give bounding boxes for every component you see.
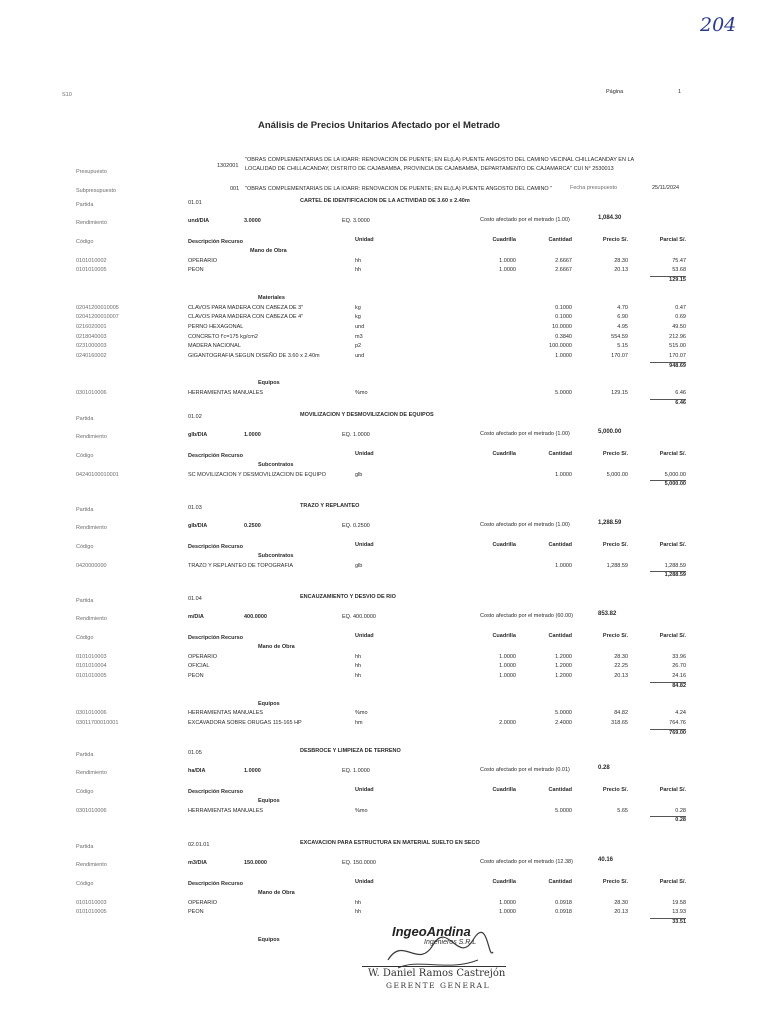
col-codigo: Código [76,544,94,550]
resource-parcial: 0.69 [675,314,686,321]
budget-date: 25/11/2024 [652,185,680,191]
group-title: Mano de Obra [258,644,295,650]
resource-cantidad: 5.0000 [555,390,572,397]
resource-description: MADERA NACIONAL [188,343,241,350]
resource-code: 0101010005 [76,909,107,916]
partida-label: Partida [76,598,94,604]
col-cantidad: Cantidad [548,237,572,243]
col-unidad: Unidad [355,237,374,243]
partida-code: 01.01 [188,200,202,206]
rendimiento-value: 400.0000 [244,614,267,620]
budget-line2: LOCALIDAD DE CHILLACANDAY, DISTRITO DE CAJABAMBA, PROVINCIA DE CAJABAMBA, DEPARTAMENTO DE CAJAMARCA" CUI N° 2530013 [245,166,614,172]
resource-cuadrilla: 1.0000 [499,267,516,274]
rendimiento-label: Rendimiento [76,434,107,440]
resource-parcial: 53.68 [672,267,686,274]
cost-label: Costo afectado por el metrado (0.01) [480,767,570,773]
resource-unit: hh [355,653,362,660]
resource-description: CLAVOS PARA MADERA CON CABEZA DE 3" [188,304,304,311]
resource-description: OPERARIO [188,653,218,660]
handwritten-page-number: 204 [700,14,737,36]
resource-cantidad: 2.4000 [555,719,572,726]
resource-parcial: 26.70 [672,663,686,670]
rendimiento-unit: und/DIA [188,218,210,224]
left-mark: S10 [62,92,72,98]
resource-unit: und [355,323,365,330]
group-title: Subcontratos [258,462,294,468]
resource-unit: hh [355,267,362,274]
company-logo-sub: Ingenieros S.R.L [424,939,477,946]
resource-cantidad: 1.2000 [555,653,572,660]
rendimiento-value: 1.0000 [244,432,261,438]
budget-code: 1302001 [217,163,239,169]
resource-cuadrilla: 1.0000 [499,673,516,680]
resource-parcial: 212.96 [669,333,686,340]
resource-precio: 129.15 [611,390,628,397]
col-parcial: Parcial S/. [659,879,686,885]
partida-label: Partida [76,507,94,513]
resource-unit: hh [355,257,362,264]
partida-name: TRAZO Y REPLANTEO [300,503,360,509]
resource-code: 02041200010005 [76,304,119,311]
resource-parcial: 24.16 [672,673,686,680]
col-parcial: Parcial S/. [659,451,686,457]
col-descripcion: Descripción Recurso [188,881,244,887]
resource-cuadrilla: 2.0000 [499,719,516,726]
resource-cuadrilla: 1.0000 [499,257,516,264]
resource-cantidad: 0.1000 [555,314,572,321]
rendimiento-value: 1.0000 [244,768,261,774]
resource-cuadrilla: 1.0000 [499,909,516,916]
col-descripcion: Descripción Recurso [188,789,244,795]
resource-cantidad: 5.0000 [555,807,572,814]
col-parcial: Parcial S/. [659,542,686,548]
signature-line [362,966,506,967]
signer-name: W. Daniel Ramos Castrejón [368,968,506,979]
partida-code: 01.05 [188,750,202,756]
col-unidad: Unidad [355,787,374,793]
unit-cost: 40.16 [598,857,614,863]
col-cuadrilla: Cuadrilla [492,542,516,548]
rendimiento-label: Rendimiento [76,770,107,776]
col-cantidad: Cantidad [548,879,572,885]
partida-name: ENCAUZAMIENTO Y DESVIO DE RIO [300,594,396,600]
resource-unit: hh [355,899,362,906]
resource-unit: p2 [355,343,362,350]
resource-parcial: 0.28 [675,807,686,814]
unit-cost: 0.28 [598,765,610,771]
resource-code: 0101010004 [76,663,107,670]
col-cantidad: Cantidad [548,542,572,548]
resource-precio: 20.13 [614,909,628,916]
group-subtotal: 5,000.00 [664,481,686,488]
col-cantidad: Cantidad [548,451,572,457]
resource-code: 0101010003 [76,653,107,660]
col-unidad: Unidad [355,542,374,548]
resource-cantidad: 2.6667 [555,267,572,274]
resource-code: 0301010006 [76,390,107,397]
col-descripcion: Descripción Recurso [188,453,244,459]
resource-description: SC MOVILIZACION Y DESMOVILIZACION DE EQUIPO [188,471,326,478]
col-descripcion: Descripción Recurso [188,544,244,550]
rendimiento-unit: m/DIA [188,614,204,620]
col-precio: Precio S/. [602,787,628,793]
resource-code: 0240160002 [76,353,107,359]
col-codigo: Código [76,453,94,459]
resource-code: 0101010005 [76,267,107,274]
resource-precio: 20.13 [614,673,628,680]
resource-cantidad: 100.0000 [549,343,572,350]
resource-unit: kg [355,304,361,311]
partida-code: 02.01.01 [188,842,210,848]
partida-label: Partida [76,844,94,850]
rendimiento-unit: m3/DIA [188,860,207,866]
resource-precio: 28.30 [614,899,628,906]
resource-description: PEON [188,909,204,916]
rendimiento-label: Rendimiento [76,220,107,226]
resource-parcial: 49.50 [672,323,686,330]
resource-precio: 84.82 [614,710,628,717]
partida-name: MOVILIZACION Y DESMOVILIZACION DE EQUIPOS [300,412,434,418]
rendimiento-value: 0.2500 [244,523,261,529]
resource-code: 0301010006 [76,807,107,814]
rendimiento-value: 3.0000 [244,218,261,224]
partida-code: 01.02 [188,414,202,420]
date-label: Fecha presupuesto [570,185,618,191]
group-title: Materiales [258,294,285,301]
col-cuadrilla: Cuadrilla [492,633,516,639]
partida-code: 01.03 [188,505,202,511]
resource-code: 0301010006 [76,710,107,717]
resource-description: OPERARIO [188,899,218,906]
resource-description: CLAVOS PARA MADERA CON CABEZA DE 4" [188,314,304,321]
resource-precio: 5,000.00 [606,471,628,478]
resource-description: PEON [188,673,204,680]
resource-cuadrilla: 1.0000 [499,899,516,906]
group-subtotal: 1,288.59 [664,572,686,579]
equivalence: EQ. 150.0000 [342,860,376,866]
resource-cantidad: 0.0918 [555,899,572,906]
resource-precio: 4.70 [617,304,628,311]
resource-unit: hh [355,909,362,916]
resource-precio: 28.30 [614,257,628,264]
resource-description: OFICIAL [188,663,210,670]
col-precio: Precio S/. [602,879,628,885]
resource-precio: 28.30 [614,653,628,660]
partida-label: Partida [76,752,94,758]
resource-unit: glb [355,562,363,569]
resource-precio: 5.65 [617,807,628,814]
resource-unit: glb [355,471,363,478]
unit-cost: 853.82 [598,611,617,617]
rendimiento-label: Rendimiento [76,525,107,531]
col-codigo: Código [76,239,94,245]
group-title: Subcontratos [258,553,294,559]
resource-precio: 22.25 [614,663,628,670]
resource-precio: 6.90 [617,314,628,321]
budget-label: Presupuesto [76,169,107,175]
resource-parcial: 19.58 [672,899,686,906]
resource-code: 0231000003 [76,343,107,350]
subbudget-code: 001 [230,186,240,192]
resource-unit: hm [355,719,363,726]
rendimiento-unit: ha/DIA [188,768,206,774]
col-cuadrilla: Cuadrilla [492,787,516,793]
resource-cantidad: 1.2000 [555,673,572,680]
resource-cantidad: 10.0000 [552,323,572,330]
group-subtotal: 33.51 [672,919,686,926]
equivalence: EQ. 0.2500 [342,523,370,529]
resource-cantidad: 1.2000 [555,663,572,670]
budget-line1: "OBRAS COMPLEMENTARIAS DE LA IOARR: RENOVACION DE PUENTE; EN EL(LA) PUENTE ANGOSTO DEL CAMINO VECINAL CHILLACANDAY EN LA [245,157,635,163]
group-subtotal: 129.15 [669,277,686,284]
resource-precio: 4.95 [617,323,628,330]
cost-label: Costo afectado por el metrado (1.00) [480,522,570,528]
unit-cost: 1,084.30 [598,215,622,221]
resource-description: OPERARIO [188,257,218,264]
page-title: Análisis de Precios Unitarios Afectado por el Metrado [258,120,500,131]
resource-cantidad: 1.0000 [555,562,572,569]
col-descripcion: Descripción Recurso [188,635,244,641]
resource-parcial: 5,000.00 [664,471,686,478]
resource-cantidad: 1.0000 [555,353,572,359]
equivalence: EQ. 1.0000 [342,432,370,438]
resource-description: PERNO HEXAGONAL [188,323,244,330]
resource-precio: 318.65 [611,719,628,726]
resource-parcial: 1,288.59 [664,562,686,569]
resource-code: 0216020001 [76,323,107,330]
subbudget-text: "OBRAS COMPLEMENTARIAS DE LA IOARR: RENOVACION DE PUENTE; EN EL(LA) PUENTE ANGOSTO DEL CAMINO " [245,186,553,192]
group-subtotal: 0.28 [675,817,686,824]
resource-precio: 170.07 [611,353,628,359]
partida-code: 01.04 [188,596,202,602]
resource-unit: m3 [355,333,363,340]
col-codigo: Código [76,635,94,641]
resource-precio: 1,288.59 [606,562,628,569]
resource-parcial: 13.93 [672,909,686,916]
signer-role: GERENTE GENERAL [386,981,491,990]
resource-description: PEON [188,267,204,274]
page-number: 1 [678,89,682,95]
col-unidad: Unidad [355,879,374,885]
resource-unit: und [355,353,365,359]
group-title: Equipos [258,936,280,943]
group-subtotal: 948.69 [669,362,686,369]
resource-precio: 554.59 [611,333,628,340]
resource-cantidad: 0.3840 [555,333,572,340]
col-cuadrilla: Cuadrilla [492,879,516,885]
partida-label: Partida [76,416,94,422]
col-parcial: Parcial S/. [659,633,686,639]
col-precio: Precio S/. [602,451,628,457]
col-precio: Precio S/. [602,542,628,548]
cost-label: Costo afectado por el metrado (60.00) [480,613,573,619]
col-codigo: Código [76,881,94,887]
partida-name: EXCAVACION PARA ESTRUCTURA EN MATERIAL SUELTO EN SECO [300,840,480,846]
unit-cost: 1,288.59 [598,520,622,526]
resource-parcial: 75.47 [672,257,686,264]
group-subtotal: 6.46 [675,399,686,406]
resource-code: 04240100010001 [76,471,119,478]
cost-label: Costo afectado por el metrado (1.00) [480,217,570,223]
resource-unit: %mo [355,390,368,397]
resource-cantidad: 2.6667 [555,257,572,264]
resource-cantidad: 1.0000 [555,471,572,478]
resource-unit: hh [355,663,362,670]
resource-cantidad: 0.0918 [555,909,572,916]
resource-code: 0101010002 [76,257,107,264]
resource-code: 0101010003 [76,899,107,906]
resource-unit: %mo [355,710,368,717]
group-title: Mano de Obra [250,248,287,254]
col-descripcion: Descripción Recurso [188,239,244,245]
equivalence: EQ. 3.0000 [342,218,370,224]
rendimiento-unit: glb/DIA [188,523,208,529]
resource-cuadrilla: 1.0000 [499,653,516,660]
col-unidad: Unidad [355,451,374,457]
resource-parcial: 6.46 [675,390,686,397]
unit-cost: 5,000.00 [598,429,622,435]
col-cuadrilla: Cuadrilla [492,237,516,243]
group-title: Mano de Obra [258,890,295,896]
resource-description: GIGANTOGRAFIA SEGUN DISEÑO DE 3.60 x 2.40m [188,353,320,359]
partida-label: Partida [76,202,94,208]
col-cantidad: Cantidad [548,633,572,639]
rendimiento-value: 150.0000 [244,860,267,866]
resource-parcial: 0.47 [675,304,686,311]
cost-label: Costo afectado por el metrado (1.00) [480,431,570,437]
group-title: Equipos [258,700,280,707]
resource-code: 0101010005 [76,673,107,680]
resource-description: TRAZO Y REPLANTEO DE TOPOGRAFIA [188,562,294,569]
resource-unit: %mo [355,807,368,814]
col-codigo: Código [76,789,94,795]
resource-description: HERRAMIENTAS MANUALES [188,390,264,397]
rendimiento-label: Rendimiento [76,616,107,622]
resource-cantidad: 0.1000 [555,304,572,311]
group-title: Equipos [258,380,280,387]
resource-description: EXCAVADORA SOBRE ORUGAS 115-165 HP [188,719,302,726]
col-precio: Precio S/. [602,237,628,243]
resource-precio: 5.15 [617,343,628,350]
resource-code: 0420000000 [76,562,107,569]
group-title: Equipos [258,798,280,804]
rendimiento-unit: glb/DIA [188,432,208,438]
col-precio: Precio S/. [602,633,628,639]
equivalence: EQ. 400.0000 [342,614,376,620]
resource-description: HERRAMIENTAS MANUALES [188,710,264,717]
partida-name: CARTEL DE IDENTIFICACION DE LA ACTIVIDAD DE 3.60 x 2.40m [300,198,470,204]
equivalence: EQ. 1.0000 [342,768,370,774]
group-subtotal: 769.00 [669,729,686,736]
resource-parcial: 515.00 [669,343,686,350]
resource-parcial: 4.24 [675,710,686,717]
col-parcial: Parcial S/. [659,787,686,793]
resource-parcial: 170.07 [669,353,686,359]
resource-parcial: 33.96 [672,653,686,660]
resource-precio: 20.13 [614,267,628,274]
resource-unit: hh [355,673,362,680]
resource-cuadrilla: 1.0000 [499,663,516,670]
resource-code: 03011700010001 [76,719,119,726]
resource-unit: kg [355,314,361,321]
page-label: Página [606,89,624,95]
resource-cantidad: 5.0000 [555,710,572,717]
subbudget-label: Subpresupuesto [76,188,117,194]
cost-label: Costo afectado por el metrado (12.38) [480,859,573,865]
resource-code: 0218040003 [76,333,107,340]
resource-description: CONCRETO f'c=175 kg/cm2 [188,333,258,340]
company-logo: IngeoAndina [392,924,471,939]
rendimiento-label: Rendimiento [76,862,107,868]
resource-code: 02041200010007 [76,314,119,321]
col-parcial: Parcial S/. [659,237,686,243]
resource-parcial: 764.76 [669,719,686,726]
partida-name: DESBROCE Y LIMPIEZA DE TERRENO [300,748,401,754]
resource-description: HERRAMIENTAS MANUALES [188,807,264,814]
col-unidad: Unidad [355,633,374,639]
group-subtotal: 84.82 [672,682,686,689]
col-cantidad: Cantidad [548,787,572,793]
col-cuadrilla: Cuadrilla [492,451,516,457]
